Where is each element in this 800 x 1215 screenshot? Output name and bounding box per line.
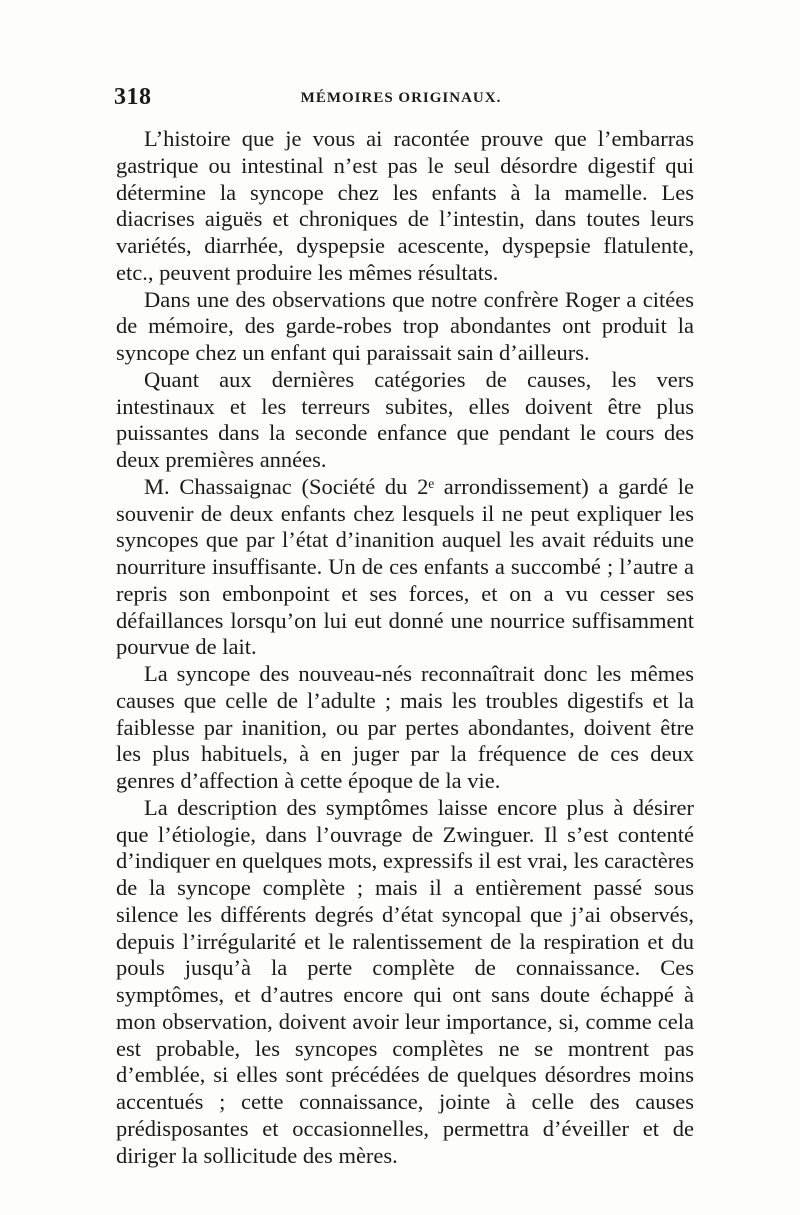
paragraph-5: La syncope des nouveau-nés reconnaîtrait donc les mêmes causes que celle de l’adulte ; mais les troubles digestifs et la faiblesse par inanition, ou par pertes abondantes, doivent être les plus habituels, à en juger par la fréquence de ces deux genres d’affection à cette époque de la vie. [116,661,694,793]
page-number: 318 [114,84,152,110]
paragraph-3: Quant aux dernières catégories de causes, les vers intestinaux et les terreurs subites, elles doivent être plus puissantes dans la seconde enfance que pendant le cours des deux premières années. [116,366,694,472]
paragraph-1: L’histoire que je vous ai racontée prouve que l’embarras gastrique ou intestinal n’est pas le seul désordre digestif qui détermine la syncope chez les enfants à la mamelle. Les diacrises aiguës et chroniques de l’intestin, dans toutes leurs variétés, diarrhée, dyspepsie acescente, dyspepsie flatulente, etc., peuvent produire les mêmes résultats. [116,126,694,285]
paragraph-2: Dans une des observations que notre confrère Roger a citées de mémoire, des garde-robes trop abondantes ont produit la syncope chez un enfant qui paraissait sain d’ailleurs. [116,286,694,365]
body-text [116,126,694,1169]
paragraph-6: La description des symptômes laisse encore plus à désirer que l’étiologie, dans l’ouvrage de Zwinguer. Il s’est contenté d’indiquer en quelques mots, expressifs il est vrai, les caractères de la syncope complète ; mais il a entièrement passé sous silence les différents degrés d’état syncopal que j’ai observés, depuis l’irrégularité et le ralentissement de la respiration et du pouls jusqu’à la perte complète de connaissance. Ces symptômes, et d’autres encore qui ont sans doute échappé à mon observation, doivent avoir leur importance, si, comme cela est probable, les syncopes complètes ne se montrent pas d’emblée, si elles sont précédées de quelques désordres moins accentués ; cette connaissance, jointe à celle des causes prédisposantes et occasionnelles, permettra d’éveiller et de diriger la sollicitude des mères. [116,794,694,1168]
section-title: MÉMOIRES ORIGINAUX. [300,90,502,106]
running-head [114,84,688,116]
paragraph-4: M. Chassaignac (Société du 2ᵉ arrondissement) a gardé le souvenir de deux enfants chez lesquels il ne peut expliquer les syncopes que par l’état d’inanition auquel les avait réduits une nourriture insuffisante. Un de ces enfants a succombé ; l’autre a repris son embonpoint et ses forces, et on a vu cesser ses défaillances lorsqu’on lui eut donné une nourrice suffisamment pourvue de lait. [116,473,694,660]
